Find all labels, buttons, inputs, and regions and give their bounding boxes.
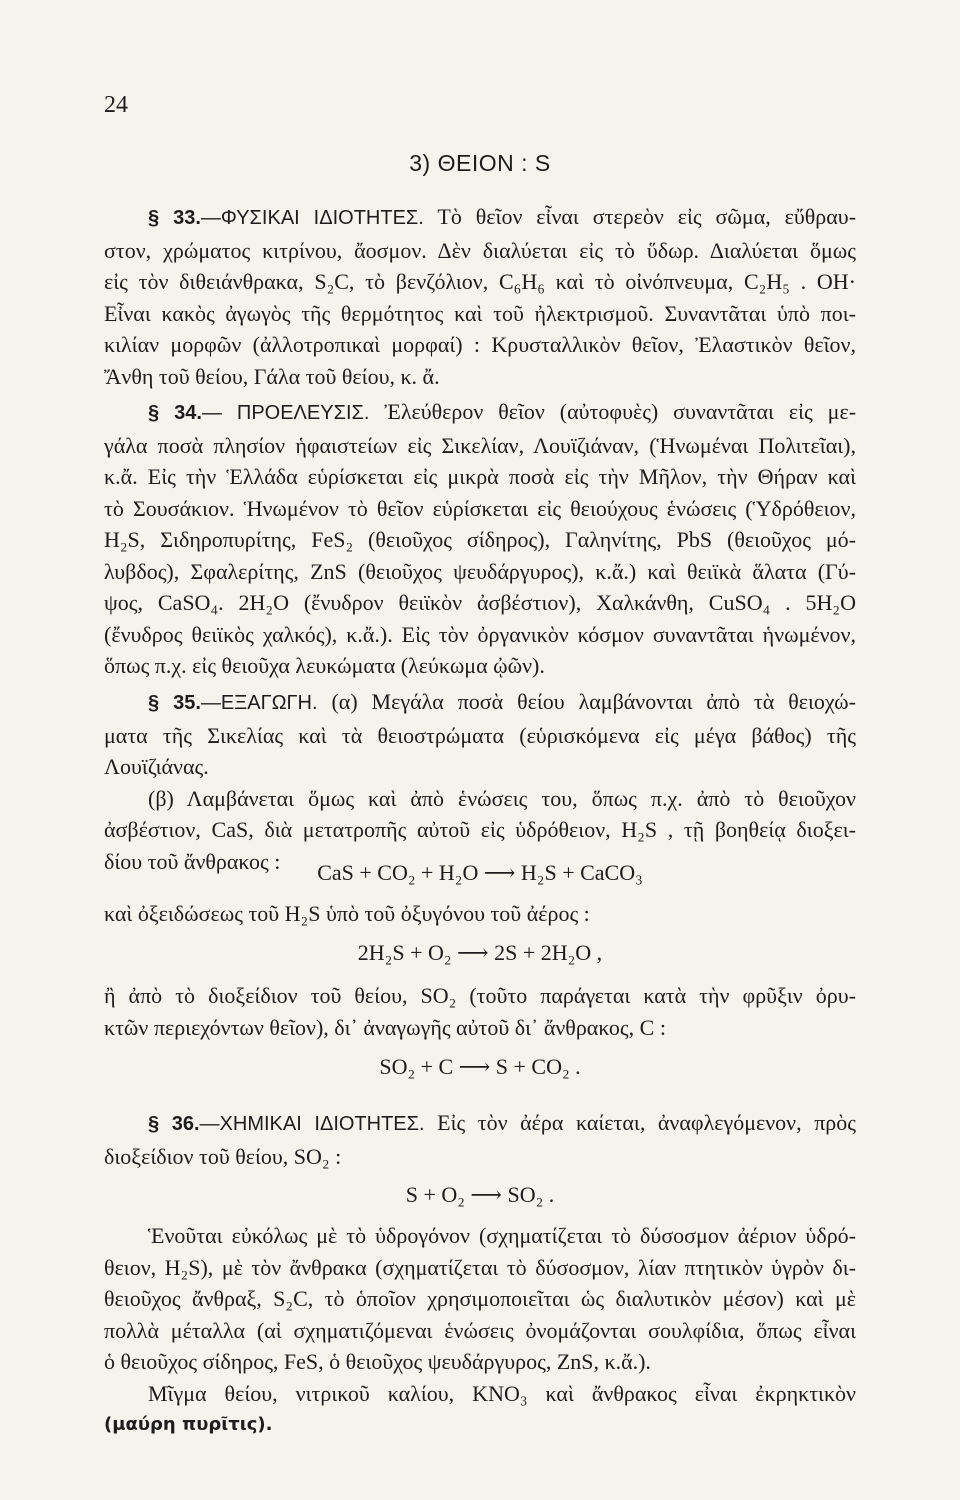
text-line: διοξείδιον τοῦ θείου, SO₂ : <box>104 1143 342 1169</box>
text-line: (ἔνυδρος θειϊκὸς χαλκός), κ.ἄ.). Εἰς τὸν ὀργανικὸν κόσμον συναντᾶται ἡνωμένον, <box>104 621 856 647</box>
section-36 <box>104 1107 856 1172</box>
text-line: (μαύρη πυρῖτις). <box>104 1414 273 1435</box>
equation-4: S + O₂ ⟶ SO₂ . <box>405 1182 555 1207</box>
text-line: ματα τῆς Σικελίας καὶ τὰ θειοστρώματα (εὑρισκόμενα εἰς μέγα βάθος) τῆς <box>104 722 856 748</box>
text-line: ὅπως π.χ. εἰς θειοῦχα λευκώματα (λεύκωμα ᾠῶν). <box>104 653 545 678</box>
text-line: καὶ ὀξειδώσεως τοῦ H₂S ὑπὸ τοῦ ὀξυγόνου τοῦ ἀέρος : <box>104 901 590 926</box>
text-line: δίου τοῦ ἄνθρακος : <box>104 848 281 874</box>
page-number: 24 <box>104 92 128 118</box>
text-line: κ.ἄ. Εἰς τὴν Ἑλλάδα εὑρίσκεται εἰς μικρὰ ποσὰ εἰς τὴν Μῆλον, τὴν Θήραν καὶ <box>104 464 856 489</box>
section-36-first-line: § 36.—ΧΗΜΙΚΑΙ ΙΔΙΟΤΗΤΕΣ. Εἰς τὸν ἀέρα καίεται, ἀναφλεγόμενον, πρὸς <box>148 1110 856 1135</box>
equation-3: SO₂ + C ⟶ S + CO₂ . <box>379 1054 581 1079</box>
text-line: Ἄνθη τοῦ θείου, Γάλα τοῦ θείου, κ. ἄ. <box>104 363 440 389</box>
section-35-text-2 <box>104 898 856 930</box>
text-line: εἰς τὸν διθειάνθρακα, S₂C, τὸ βενζόλιον, C₆H₆ καὶ τὸ οἰνόπνευμα, C₂H₅ . ΟΗ· <box>104 269 856 294</box>
text-line: H₂S, Σιδηροπυρίτης, FeS₂ (θειοῦχος σίδηρος), Γαληνίτης, PbS (θειοῦχος μό- <box>104 527 856 552</box>
text-line: ἢ ἀπὸ τὸ διοξείδιον τοῦ θείου, SO₂ (τοῦτο παράγεται κατὰ τὴν φρῦξιν ὀρυ- <box>104 983 856 1008</box>
section-34-first-line: § 34.— ΠΡΟΕΛΕΥΣΙΣ. Ἐλεύθερον θεῖον (αὐτοφυὲς) συναντᾶται εἰς με- <box>148 399 857 424</box>
text-line: Εἶναι κακὸς ἀγωγὸς τῆς θερμότητος καὶ τοῦ ἠλεκτρισμοῦ. Συναντᾶται ὑπὸ ποι- <box>104 300 856 326</box>
text-line: κιλίαν μορφῶν (ἀλλοτροπικαὶ μορφαί) : Κρυσταλλικὸν θεῖον, Ἐλαστικὸν θεῖον, <box>104 332 856 357</box>
text-line: λυβδος), Σφαλερίτης, ZnS (θειοῦχος ψευδάργυρος), κ.ἄ.) καὶ θειϊκὰ ἅλατα (Γύ- <box>104 558 856 584</box>
section-33-first-line: § 33.—ΦΥΣΙΚΑΙ ΙΔΙΟΤΗΤΕΣ. Τὸ θεῖον εἶναι στερεὸν εἰς σῶμα, εὔθραυ- <box>148 204 857 229</box>
text-line: ἀσβέστιον, CaS, διὰ μετατροπῆς αὐτοῦ εἰς ὑδρόθειον, H₂S , τῇ βοηθείᾳ διοξει- <box>104 817 856 842</box>
text-line: στον, χρώματος κιτρίνου, ἄοσμον. Δὲν διαλύεται εἰς τὸ ὕδωρ. Διαλύεται ὅμως <box>104 237 856 263</box>
text-line: ὁ θειοῦχος σίδηρος, FeS, ὁ θειοῦχος ψευδάργυρος, ZnS, κ.ἄ.). <box>104 1349 651 1374</box>
section-36-text-2 <box>104 1220 856 1441</box>
text-line: κτῶν περιεχόντων θεῖον), δι᾽ ἀναγωγῆς αὐτοῦ δι᾽ ἄνθρακος, C : <box>104 1014 666 1040</box>
text-line: πολλὰ μέταλλα (αἱ σχηματιζόμεναι ἑνώσεις ὀνομάζονται σουλφίδια, ὅπως εἶναι <box>104 1317 856 1343</box>
equation-1: CaS + CO₂ + H₂O ⟶ H₂S + CaCO₃ <box>317 860 643 885</box>
text-line: Μῖγμα θείου, νιτρικοῦ καλίου, KNO₃ καὶ ἄνθρακος εἶναι ἐκρηκτικὸν <box>148 1380 856 1406</box>
text-line: θειον, H₂S), μὲ τὸν ἄνθρακα (σχηματίζεται τὸ δύσοσμον, λίαν πτητικὸν ὑγρὸν δι- <box>104 1254 856 1280</box>
section-34 <box>104 396 856 682</box>
chapter-title: 3) ΘΕΙΟΝ : S <box>409 150 551 176</box>
text-line: Λουϊζιάνας. <box>104 754 209 779</box>
text-line: Ἑνοῦται εὐκόλως μὲ τὸ ὑδρογόνον (σχηματίζεται τὸ δύσοσμον ἀέριον ὑδρό- <box>148 1223 856 1248</box>
text-line: τὸ Σουσάκιον. Ἡνωμένον τὸ θεῖον εὑρίσκεται εἰς θειούχους ἑνώσεις (Ὑδρόθειον, <box>104 495 856 521</box>
section-35-first-line: § 35.—ΕΞΑΓΩΓΗ. (α) Μεγάλα ποσὰ θείου λαμβάνονται ἀπὸ τὰ θειοχώ- <box>148 689 856 714</box>
section-35-text-3 <box>104 980 856 1043</box>
section-33 <box>104 201 856 392</box>
text-line: ψος, CaSO₄. 2H₂O (ἔνυδρον θειϊκὸν ἀσβέστιον), Χαλκάνθη, CuSO₄ . 5H₂O <box>104 590 856 615</box>
text-line: (β) Λαμβάνεται ὅμως καὶ ἀπὸ ἑνώσεις του, ὅπως π.χ. ἀπὸ τὸ θειοῦχον <box>148 785 856 811</box>
text-line: γάλα ποσὰ πλησίον ἡφαιστείων εἰς Σικελίαν, Λουϊζιάναν, (Ἡνωμέναι Πολιτεῖαι), <box>104 432 856 458</box>
section-35 <box>104 686 856 877</box>
equation-2: 2H₂S + O₂ ⟶ 2S + 2H₂O , <box>357 940 603 965</box>
text-line: θειοῦχος ἄνθραξ, S₂C, τὸ ὁποῖον χρησιμοποιεῖται ὡς διαλυτικὸν μέσον) καὶ μὲ <box>104 1286 856 1311</box>
